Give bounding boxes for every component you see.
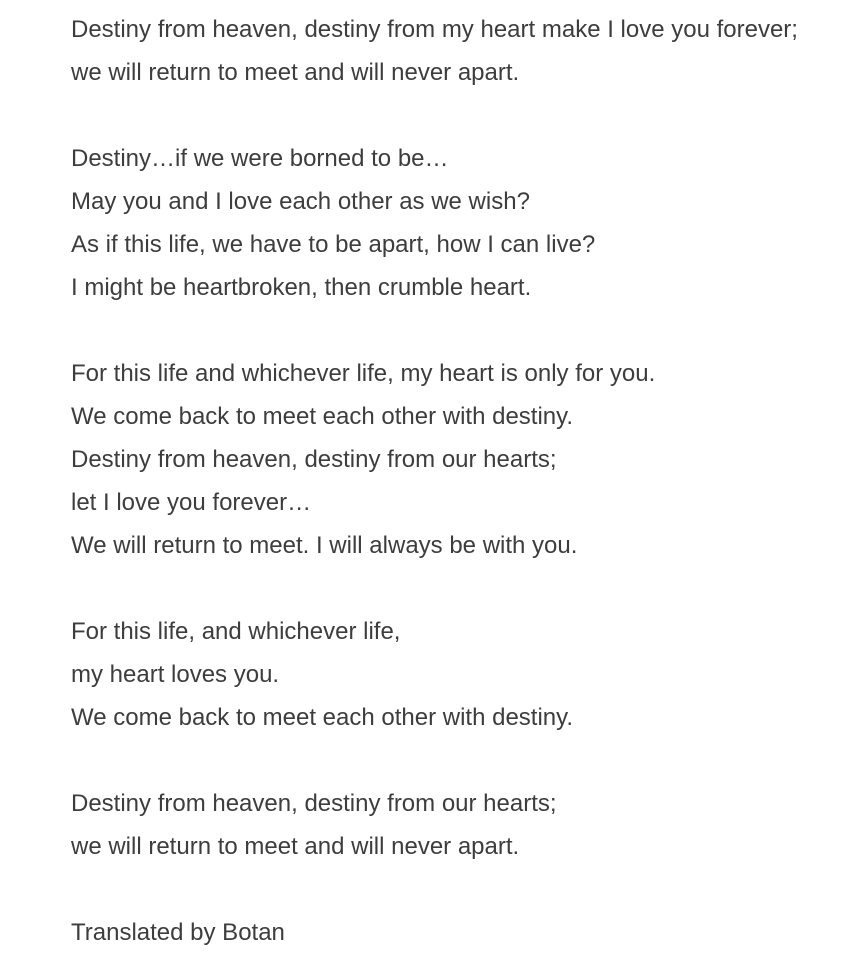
poem-line: Destiny from heaven, destiny from our hearts; <box>71 446 557 473</box>
poem-line: We will return to meet. I will always be with you. <box>71 532 578 559</box>
stanza-2 <box>71 137 846 309</box>
poem-line: we will return to meet and will never apart. <box>71 59 520 86</box>
poem-line: my heart loves you. <box>71 661 280 688</box>
poem-line: As if this life, we have to be apart, how I can live? <box>71 231 596 258</box>
poem-line: we will return to meet and will never apart. <box>71 833 520 860</box>
poem-line: For this life, and whichever life, <box>71 618 401 645</box>
stanza-1 <box>71 8 846 94</box>
poem-line: We come back to meet each other with destiny. <box>71 704 574 731</box>
poem-line: For this life and whichever life, my heart is only for you. <box>71 360 656 387</box>
translator-credit <box>71 911 846 954</box>
stanza-4 <box>71 610 846 739</box>
credit-line: Translated by Botan <box>71 919 285 946</box>
poem-line: Destiny…if we were borned to be… <box>71 145 449 172</box>
poem-line: We come back to meet each other with destiny. <box>71 403 574 430</box>
poem-line: let I love you forever… <box>71 489 312 516</box>
poem-line: Destiny from heaven, destiny from our hearts; <box>71 790 557 817</box>
poem-line: May you and I love each other as we wish? <box>71 188 530 215</box>
stanza-3 <box>71 352 846 567</box>
poem-document <box>71 8 846 954</box>
stanza-5 <box>71 782 846 868</box>
poem-line: I might be heartbroken, then crumble heart. <box>71 274 532 301</box>
poem-line: Destiny from heaven, destiny from my heart make I love you forever; <box>71 16 798 43</box>
